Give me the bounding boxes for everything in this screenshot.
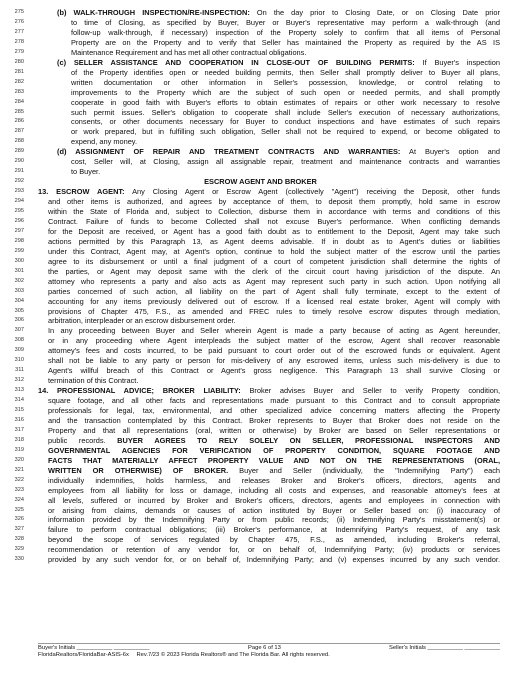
line-number: 318: [14, 436, 24, 443]
text-line: [48, 466, 500, 475]
line-text: to time of Closing, as specified by Buyer, Buyer or Buyer's representative may perform a walk-through (and: [71, 17, 500, 27]
line-number: 295: [14, 208, 24, 214]
line-text: Maintenance Requirement and has met all other contractual obligations.: [71, 47, 307, 57]
text-line: [48, 217, 500, 226]
line-text: failure to perform contractual obligations; (iii) Broker's performance, at Indemnifying Party's request, of any task: [48, 525, 500, 535]
line-number: 284: [14, 98, 24, 105]
line-text: recommendation or retention of any vendor for, or on behalf of, Indemnifying Party; (iv) products or services: [48, 545, 500, 555]
line-number: 277: [14, 28, 24, 35]
line-text: attorney who represents a party and also acts as Agent may represent such party in such action. Upon notifying all: [48, 276, 500, 286]
text-line: [71, 117, 500, 126]
line-text: within the State of Florida and, subject to Collection, disburse them in accordance with terms and conditions of this: [48, 207, 500, 216]
bold-text: BUYER AGREES TO RELY SOLELY ON SELLER, PROFESSIONAL INSPECTORS AND: [105, 435, 500, 445]
line-number: 311: [15, 367, 24, 374]
text-line: [57, 58, 500, 67]
line-text: beyond the scope of services regulated by Chapter 475, F.S., as amended, including Broker's referral,: [48, 535, 500, 545]
line-number: 280: [14, 58, 24, 65]
line-text: provisions of Chapter 475, F.S., as amended and FREC rules to timely resolve escrow disputes through mediation,: [48, 306, 500, 316]
text-line: [48, 545, 500, 554]
line-number: 304: [14, 297, 24, 304]
line-text: Buyer and Seller (individually, the "Indemnifying Party") each: [228, 465, 500, 475]
line-text: FACTS THAT MATERIALLY AFFECT PROPERTY VALUE AND NOT ON THE REPRESENTATIONS (ORAL,: [48, 455, 500, 465]
line-number: 305: [14, 307, 24, 314]
line-number: 283: [14, 88, 24, 95]
line-number: 291: [14, 168, 24, 175]
footer: [38, 645, 500, 659]
line-number: 329: [14, 546, 24, 553]
line-text: provided by any such vendor for, or on behalf of, Indemnifying Party; and (v) expenses incurred by any such vendor.: [48, 555, 500, 565]
text-line: [48, 227, 500, 236]
line-number: 297: [14, 227, 24, 234]
line-text: improvements to the Property which are the subject of such open or needed permits, and shall promptly: [71, 87, 500, 97]
line-text: cost, Seller will, at Closing, assign all assignable repair, treatment and maintenance contracts and warranties: [71, 157, 500, 167]
line-number: 288: [14, 138, 24, 145]
text-line: [38, 386, 500, 395]
line-number: 328: [14, 536, 24, 543]
line-number: 292: [14, 178, 24, 185]
bold-heading: 14. PROFESSIONAL ADVICE; BROKER LIABILITY:: [38, 386, 241, 396]
text-line: [71, 78, 500, 87]
line-text: Property and that all representations (oral, written or otherwise) by Broker are based on Seller representations or: [48, 425, 500, 435]
line-number: 275: [14, 9, 24, 15]
line-number: 323: [14, 486, 24, 493]
text-line: [48, 525, 500, 534]
line-number: 308: [14, 337, 24, 344]
line-number: 320: [14, 456, 24, 463]
line-text: follow-up walk-through, if necessary) inspection of the Property solely to confirm that all items of Personal: [71, 27, 500, 37]
text-line: [48, 456, 500, 465]
line-number: 319: [14, 446, 24, 453]
line-number: 312: [14, 377, 24, 384]
line-text: Property are on the Property and to verify that Seller has maintained the Property as required by the AS IS: [71, 37, 500, 47]
line-text: actions permitted by this Paragraph 13, as Agent deems advisable. If in doubt as to Agent's duties or liabilities: [48, 236, 500, 246]
line-number: 294: [14, 198, 24, 205]
bold-heading: 13. ESCROW AGENT:: [38, 187, 125, 197]
line-text: public records.: [48, 435, 106, 445]
line-text: Broker advises Buyer and Seller to verify Property condition,: [240, 386, 500, 396]
line-number: 289: [14, 148, 24, 155]
text-line: [48, 376, 500, 385]
line-number: 330: [14, 556, 24, 563]
text-line: [48, 555, 500, 564]
text-line: [48, 426, 500, 435]
line-text: under this Contract, Agent may, at Agent's option, continue to hold the subject matter of the escrow until the parties: [48, 246, 500, 256]
line-text: written documentation or other information in Seller's possession, knowledge, or control relating to: [71, 77, 500, 87]
line-text: On the day prior to Closing Date, or on Closing Date prior: [249, 8, 500, 17]
line-text: Agent's willful breach of this Contract or Agent's gross negligence. This Paragraph 13 shall survive Closing or: [48, 366, 500, 376]
line-text: expend, any money.: [71, 137, 138, 147]
bold-heading: WRITTEN OR OTHERWISE) OF BROKER.: [48, 465, 229, 475]
text-line: [48, 366, 500, 375]
line-number: 306: [14, 317, 24, 324]
line-text: GOVERNMENTAL AGENCIES FOR VERIFICATION OF PROPERTY CONDITION, SQUARE FOOTAGE AND: [48, 445, 500, 455]
line-text: or work prepared, but in fulfilling such obligation, Seller shall not be required to expend, or become obligated to: [71, 127, 500, 137]
line-text: square footage, and all other facts and representations made pursuant to this Contract and to consult appropriate: [48, 396, 500, 406]
text-line: [48, 207, 500, 216]
text-line: [71, 127, 500, 136]
line-text: professionals for legal, tax, environmental, and other specialized advice concerning matters affecting the Property: [48, 406, 500, 415]
text-line: [48, 326, 500, 335]
bold-heading: (d) ASSIGNMENT OF REPAIR AND TREATMENT CONTRACTS AND WARRANTIES:: [57, 147, 401, 157]
text-line: [57, 8, 500, 17]
text-line: [48, 257, 500, 266]
text-line: [48, 247, 500, 256]
text-line: [48, 486, 500, 495]
text-line: [48, 535, 500, 544]
line-text: and the transaction contemplated by this Contract. Broker represents to Buyer that Broker does not reside on the: [48, 415, 500, 425]
text-line: [48, 277, 500, 286]
line-text: employees from all liability for loss or damage, including all costs and expenses, and reasonable attorney's fees at: [48, 485, 500, 495]
text-line: [71, 108, 500, 117]
line-number: 302: [14, 277, 24, 284]
line-text: cooperate in good faith with Buyer's efforts to obtain estimates of repairs or other work necessary to resolve: [71, 97, 500, 107]
text-line: [48, 307, 500, 316]
line-text: to Buyer.: [71, 167, 101, 177]
text-line: [48, 515, 500, 524]
line-number: 303: [14, 287, 24, 294]
line-number: 325: [14, 506, 24, 513]
line-number: 293: [14, 188, 24, 195]
line-text: Contract. Failure of funds to become Collected shall not excuse Buyer's performance. When conflicting demands: [48, 216, 500, 226]
line-number: 321: [14, 466, 24, 473]
text-line: [48, 316, 500, 325]
line-number: 298: [14, 237, 24, 244]
line-number: 300: [14, 257, 24, 264]
line-text: If Buyer's inspection: [414, 57, 500, 67]
line-text: agree to its disbursement or until a final judgment of a court of competent jurisdiction shall determine the rights of: [48, 256, 500, 266]
line-text: or arising from claims, demands or causes of action instituted by Buyer or Seller based on: (i) inaccuracy of: [48, 505, 500, 515]
line-number: 327: [14, 526, 24, 533]
line-text: At Buyer's option and: [400, 147, 500, 157]
text-line: [71, 98, 500, 107]
text-line: [71, 68, 500, 77]
line-number: 314: [14, 397, 24, 404]
text-line: [71, 38, 500, 47]
text-line: [71, 157, 500, 166]
line-text: the parties, or Agent may deposit same with the clerk of the circuit court having jurisdiction of the dispute. An: [48, 266, 500, 276]
line-text: shall not be liable to any party or person for mis-delivery of any escrowed items, unless such mis-delivery is due to: [48, 356, 500, 366]
text-line: [48, 197, 500, 206]
line-number: 299: [14, 247, 24, 254]
text-line: [48, 356, 500, 365]
text-line: [48, 446, 500, 455]
text-line: [71, 167, 500, 176]
text-line: [48, 496, 500, 505]
line-number: 326: [14, 516, 24, 523]
line-text: In any proceeding between Buyer and Seller wherein Agent is made a party because of acting as Agent hereunder,: [48, 326, 500, 336]
text-line: [48, 297, 500, 306]
line-text: accounting for any items previously delivered out of escrow. If a licensed real estate broker, Agent will comply with: [48, 296, 500, 306]
page-number: Page 6 of 13: [248, 645, 281, 651]
line-number: 278: [14, 38, 24, 45]
line-number: 282: [14, 78, 24, 85]
text-line: [71, 137, 500, 146]
footer-divider: [38, 643, 500, 644]
bold-heading: (c) SELLER ASSISTANCE AND COOPERATION IN CLOSE-OUT OF BUILDING PERMITS:: [57, 57, 415, 67]
line-number: 286: [14, 118, 24, 125]
text-line: [48, 506, 500, 515]
line-text: attorney's fees and costs incurred, to be paid pursuant to court order out of the escrowed funds or equivalent. Agent: [48, 346, 500, 356]
line-text: of the Property identifies open or needed building permits, then Seller shall promptly deliver to Buyer all plans,: [71, 67, 500, 77]
line-number: 317: [14, 426, 24, 433]
line-number: 307: [14, 327, 24, 334]
text-line: [71, 28, 500, 37]
line-number: 301: [14, 267, 24, 274]
text-line: [57, 147, 500, 156]
line-number: 287: [14, 128, 24, 135]
line-text: arbitration, interpleader or an escrow disbursement order.: [48, 316, 236, 326]
revision-copyright: Rev.7/23 © 2023 Florida Realtors® and The Florida Bar. All rights reserved.: [136, 652, 330, 658]
buyer-initials: Buyer's Initials ___________ ___________: [38, 645, 150, 651]
text-line: [71, 48, 500, 57]
text-line: [48, 436, 500, 445]
section-heading: ESCROW AGENT AND BROKER: [204, 177, 317, 187]
line-text: and other items is authorized, and agrees by acceptance of them, to deposit them promptly, hold same in escrow: [48, 197, 500, 207]
line-number: 281: [14, 68, 24, 75]
text-line: [48, 336, 500, 345]
line-number: 296: [14, 217, 24, 224]
text-line: [38, 187, 500, 196]
line-number: 279: [14, 48, 24, 55]
line-text: consents, or other documents necessary for Buyer to conduct inspections and have estimates of such repairs: [71, 117, 500, 127]
line-text: Any Closing Agent or Escrow Agent (collectively "Agent") receiving the Deposit, other funds: [124, 187, 500, 197]
text-line: [48, 406, 500, 415]
text-line: [71, 88, 500, 97]
line-text: such permit issues. Seller's obligation to cooperate shall include Seller's execution of necessary authorizations,: [71, 107, 500, 117]
line-text: individually indemnifies, holds harmless, and releases Broker and Broker's officers, directors, agents and: [48, 475, 500, 485]
text-line: [48, 287, 500, 296]
line-text: or in any proceeding where Agent interpleads the subject matter of the escrow, Agent shall recover reasonable: [48, 336, 500, 346]
line-text: information provided by the Indemnifying Party or from public records; (ii) Indemnifying Party's misstatement(s) or: [48, 515, 500, 525]
line-text: for the Deposit are received, or Agent has a good faith doubt as to entitlement to the Deposit, Agent may take such: [48, 226, 500, 236]
line-number: 290: [14, 158, 24, 165]
line-number: 309: [14, 347, 24, 354]
text-line: [48, 396, 500, 405]
line-number: 310: [14, 357, 24, 364]
seller-initials: Seller's Initials ___________ ___________: [388, 645, 500, 651]
line-number: 285: [14, 108, 24, 115]
form-id: FloridaRealtors/FloridaBar-ASIS-6x: [38, 652, 129, 658]
line-number: 276: [14, 18, 24, 25]
line-number: 324: [14, 496, 24, 503]
text-line: [48, 416, 500, 425]
bold-heading: (b) WALK-THROUGH INSPECTION/RE-INSPECTION:: [57, 8, 250, 17]
text-line: [48, 476, 500, 485]
line-text: all levels, suffered or incurred by Broker and Broker's officers, directors, agents and employees in connection with: [48, 495, 500, 505]
text-line: [48, 237, 500, 246]
text-line: [48, 267, 500, 276]
line-text: termination of this Contract.: [48, 376, 139, 386]
text-line: [71, 18, 500, 27]
text-line: [48, 346, 500, 355]
line-number: 315: [14, 407, 24, 413]
line-text: parties concerned of such action, all liability on the part of Agent shall fully terminate, except to the extent of: [48, 286, 500, 296]
line-number: 313: [14, 387, 24, 394]
line-number: 322: [14, 476, 24, 483]
line-number: 316: [14, 416, 24, 423]
